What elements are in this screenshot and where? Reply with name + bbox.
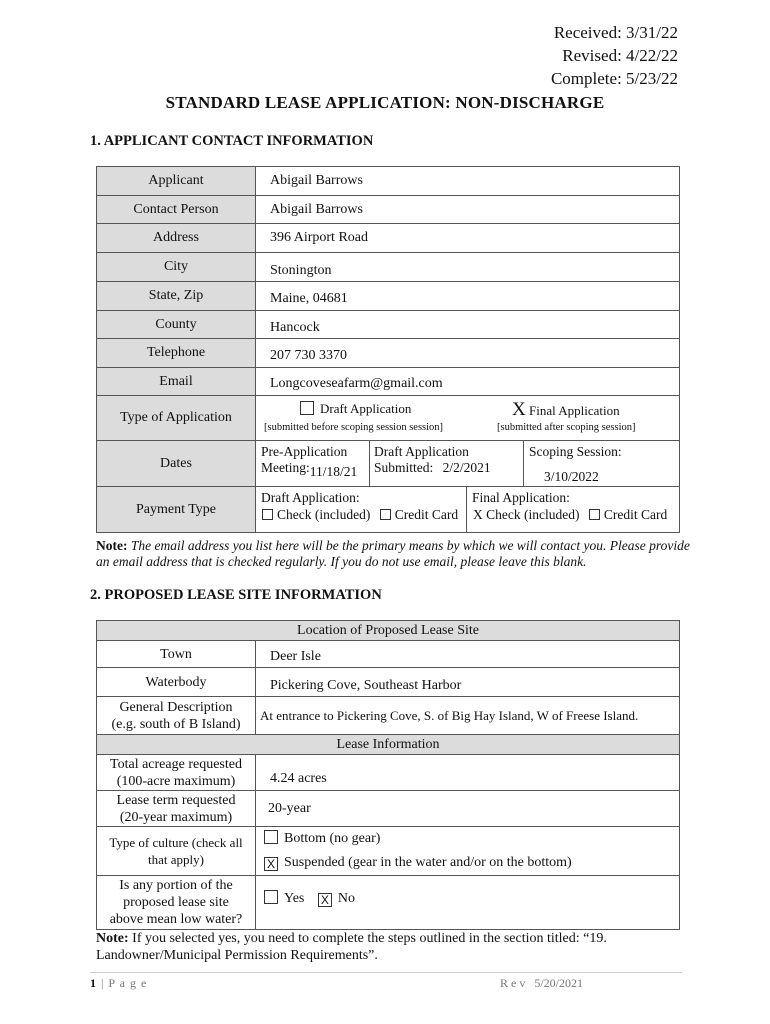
contact-person-value: Abigail Barrows bbox=[256, 196, 680, 224]
lease-site-table bbox=[96, 620, 680, 930]
table-row bbox=[97, 396, 680, 441]
final-application-checkbox[interactable]: X bbox=[512, 399, 526, 420]
revised-date: Revised: 4/22/22 bbox=[562, 46, 678, 65]
complete-date: Complete: 5/23/22 bbox=[550, 69, 678, 88]
draft-application-note: [submitted before scoping session session] bbox=[264, 422, 444, 433]
table-row bbox=[97, 487, 680, 533]
table-row bbox=[97, 311, 680, 339]
draft-card-checkbox[interactable] bbox=[380, 509, 391, 520]
row-label: Type of Application bbox=[97, 396, 256, 441]
acreage-value: 4.24 acres bbox=[256, 755, 680, 791]
table-row bbox=[97, 224, 680, 253]
note-text: The email address you list here will be the primary means by which we will contact you. Please provide an email address that is checked regularly. If you do not use email, please leave this blank. bbox=[96, 538, 690, 569]
draft-application-checkbox[interactable] bbox=[300, 401, 314, 415]
table-row bbox=[97, 697, 680, 735]
page-title: STANDARD LEASE APPLICATION: NON-DISCHARGE bbox=[165, 93, 605, 112]
footer-divider bbox=[90, 972, 682, 973]
state-zip-value: Maine, 04681 bbox=[256, 282, 680, 311]
pre-application-meeting-label: Meeting: bbox=[261, 460, 310, 475]
table-row bbox=[97, 641, 680, 668]
draft-check-checkbox[interactable] bbox=[262, 509, 273, 520]
note-text: If you selected yes, you need to complete the steps outlined in the section titled: “19. Landowner/Municipal Permission Requirements”. bbox=[96, 931, 607, 963]
row-label: Contact Person bbox=[97, 196, 256, 224]
term-label-line2: (20-year maximum) bbox=[119, 809, 233, 825]
final-payment-heading: Final Application: bbox=[472, 490, 570, 505]
suspended-culture-checkbox[interactable]: X bbox=[264, 857, 278, 871]
page-number: 1 bbox=[90, 976, 96, 990]
row-label: Address bbox=[97, 224, 256, 253]
gendesc-value: At entrance to Pickering Cove, S. of Big Hay Island, W of Freese Island. bbox=[256, 697, 680, 735]
telephone-value: 207 730 3370 bbox=[256, 339, 680, 368]
contact-table bbox=[96, 166, 680, 533]
mlw-no-label: No bbox=[337, 891, 355, 906]
table-row bbox=[97, 441, 680, 487]
row-label: Payment Type bbox=[97, 487, 256, 533]
table-row bbox=[97, 368, 680, 396]
email-value: Longcoveseafarm@gmail.com bbox=[256, 368, 680, 396]
draft-card-label: Credit Card bbox=[394, 507, 459, 522]
mlw-yes-checkbox[interactable] bbox=[264, 890, 278, 904]
table-row bbox=[97, 876, 680, 930]
acreage-label-line2: (100-acre maximum) bbox=[116, 773, 236, 789]
address-value: 396 Airport Road bbox=[256, 224, 680, 253]
final-application-label: Final Application bbox=[528, 403, 620, 418]
row-label: Email bbox=[97, 368, 256, 396]
final-card-checkbox[interactable] bbox=[589, 509, 600, 520]
table-row bbox=[97, 621, 680, 641]
gendesc-label-line2: (e.g. south of B Island) bbox=[111, 716, 241, 732]
suspended-culture-label: Suspended (gear in the water and/or on the bottom) bbox=[284, 855, 572, 870]
draft-submitted-date: 2/2/2021 bbox=[442, 460, 491, 475]
table-row bbox=[97, 735, 680, 755]
table-row bbox=[97, 167, 680, 196]
bottom-culture-label: Bottom (no gear) bbox=[284, 831, 381, 846]
final-check-label: Check (included) bbox=[486, 507, 580, 522]
draft-application-date-label: Draft Application bbox=[374, 444, 469, 459]
table-row bbox=[97, 339, 680, 368]
table-row bbox=[97, 282, 680, 311]
draft-submitted-label: Submitted: bbox=[374, 460, 434, 475]
note-label: Note: bbox=[96, 931, 129, 946]
row-label: Waterbody bbox=[97, 668, 256, 697]
mlw-label-line3: above mean low water? bbox=[109, 912, 243, 927]
mlw-yes-label: Yes bbox=[284, 891, 305, 906]
scoping-session-date: 3/10/2022 bbox=[544, 469, 599, 484]
row-label: Town bbox=[97, 641, 256, 668]
gendesc-label-line1: General Description bbox=[119, 699, 233, 715]
page-word: | P a g e bbox=[101, 976, 148, 990]
mlw-label-line1: Is any portion of the bbox=[119, 878, 233, 893]
waterbody-value: Pickering Cove, Southeast Harbor bbox=[256, 668, 680, 697]
section2-note bbox=[96, 930, 676, 964]
row-label: Applicant bbox=[97, 167, 256, 196]
acreage-label-line1: Total acreage requested bbox=[110, 756, 242, 772]
row-label: Telephone bbox=[97, 339, 256, 368]
note-label: Note: bbox=[96, 538, 128, 553]
culture-label-line1: Type of culture (check all bbox=[109, 835, 243, 850]
divider bbox=[466, 487, 467, 532]
bottom-culture-checkbox[interactable] bbox=[264, 830, 278, 844]
mlw-label-line2: proposed lease site bbox=[123, 895, 229, 910]
mlw-no-checkbox[interactable]: X bbox=[318, 893, 332, 907]
location-header: Location of Proposed Lease Site bbox=[97, 621, 680, 641]
divider bbox=[523, 441, 524, 486]
term-value: 20-year bbox=[256, 791, 680, 827]
culture-label-line2: that apply) bbox=[148, 852, 204, 867]
table-row bbox=[97, 196, 680, 224]
received-date: Received: 3/31/22 bbox=[553, 23, 678, 42]
row-label: City bbox=[97, 253, 256, 282]
table-row bbox=[97, 791, 680, 827]
table-row bbox=[97, 755, 680, 791]
draft-application-label: Draft Application bbox=[320, 401, 412, 416]
section1-note bbox=[96, 538, 696, 570]
row-label: State, Zip bbox=[97, 282, 256, 311]
lease-info-header: Lease Information bbox=[97, 735, 680, 755]
town-value: Deer Isle bbox=[256, 641, 680, 668]
table-row bbox=[97, 827, 680, 876]
section2-heading: 2. PROPOSED LEASE SITE INFORMATION bbox=[90, 587, 382, 603]
table-row bbox=[97, 253, 680, 282]
county-value: Hancock bbox=[256, 311, 680, 339]
draft-payment-heading: Draft Application: bbox=[261, 490, 360, 505]
revision-footer: R e v 5/20/2021 bbox=[500, 976, 583, 990]
table-row bbox=[97, 668, 680, 697]
final-check-checkbox[interactable]: X bbox=[473, 507, 483, 522]
applicant-value: Abigail Barrows bbox=[256, 167, 680, 196]
final-application-note: [submitted after scoping session] bbox=[497, 422, 636, 433]
row-label: County bbox=[97, 311, 256, 339]
pre-application-date: 11/18/21 bbox=[309, 464, 358, 479]
row-label: Dates bbox=[97, 441, 256, 487]
draft-check-label: Check (included) bbox=[277, 507, 371, 522]
divider bbox=[369, 441, 370, 486]
final-card-label: Credit Card bbox=[603, 507, 668, 522]
section1-heading: 1. APPLICANT CONTACT INFORMATION bbox=[90, 133, 374, 149]
city-value: Stonington bbox=[256, 253, 680, 282]
term-label-line1: Lease term requested bbox=[116, 792, 236, 808]
pre-application-label: Pre-Application bbox=[261, 444, 348, 459]
scoping-session-label: Scoping Session: bbox=[529, 444, 622, 459]
